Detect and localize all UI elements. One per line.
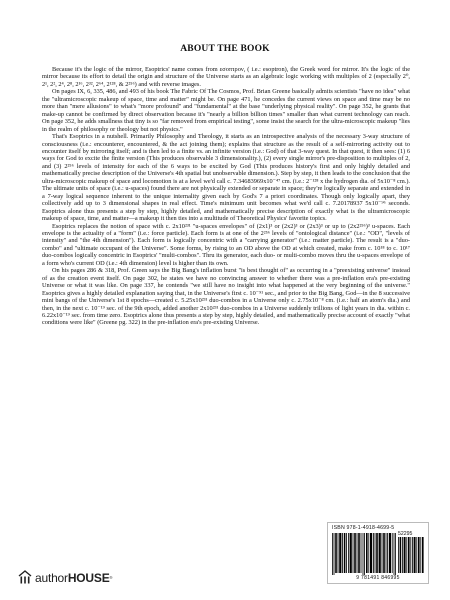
paragraph-1: Because it's the logic of the mirror, Esoptrics' name comes from εσοπτρον, ( i.e.: esoptron), the Greek word for mirror. It's the logic of the mirror because its effort to detail the origin and structure of the Universe starts as an algebraic logic working with multiples of 2 (especially 2⁰, 2¹, 2², 2⁴, 2⁸, 2¹⁶, 2³², 2⁶⁴, 2¹²⁸, & 2²⁵⁶) and with reverse images. xyxy=(42,66,410,88)
paragraph-2: On pages IX, 6, 335, 486, and 493 of his book The Fabric Of The Cosmos, Prof. Brian Greene basically admits scientists "have no idea" what the "ultramicroscopic makeup of space, time and matter" might be. On page 471, he concedes the current views on space and time may be no more than "mere allusions" to what's "more profound" and "fundamental" at the base "underlying physical reality". On page 352, he grants that make-up cannot be confirmed by direct observation because it's "nearly a billion billion times" smaller than what current technology can reach. On page 352, he adds smallness that tiny is so "far removed from empirical testing", some insist the search for the ultra-microscopic makeup "lies in the realm of philosophy or theology but not physics." xyxy=(42,88,410,133)
body-text xyxy=(42,66,410,327)
page-title: ABOUT THE BOOK xyxy=(180,44,270,54)
paragraph-5: On his pages 286 & 318, Prof. Green says the Big Bang's inflation burst "is best thought of" as occurring in a "preexisting universe" instead of as the creation event itself. On page 302, he states we have no convincing answer to whether there was a pre-inflation era's pre-existing Universe or what it was like. On page 337, he contends "we still have no insight into what happened at the very beginning of the universe." Esoptrics gives a highly detailed explanation saying that, in the Universe's first c. 10⁻⁹¹ sec., and prior to the Big Bang, God—in the 8 successive mini bangs of the Universe's 1st 8 epochs—created c. 5.25x10²³¹ duo-combos in a Universe only c. 2.75x10⁻⁸ cm. (i.e.: half an atom's dia.) and then, in the next c. 10⁻¹⁹ sec. of the 9th epoch, added another 2x10²³¹ duo-combos in a Universe suddenly trillions of light years in dia. within c. 6.22x10⁻¹⁹ sec. from time zero. Esoptrics alone thus presents a step by step, highly detailed, and mathematically precise account of exactly "what conditions were like" (Greene pg. 322) in the pre-inflation era's pre-existing Universe. xyxy=(42,267,410,327)
paragraph-3: That's Esoptrics in a nutshell. Primarily Philosophy and Theology, it starts as an introspective analysis of the necessary 3-way structure of consciousness (i.e.: encounterer, encountered, & the act joining them); explains that structure as the result of a self-mirroring activity out to encounter itself by mirroring itself; and is then led to a finite vs. an infinite version (i.e.: God) of that 3-way quest. In that quest, it then sees: (1) 6 ways for God to excite the finite version (This produces observable 3 dimensionality.), (2) every single mirror's pre-disposition to multiples of 2, and (3) 2²⁵⁶ levels of intensity for each of the 6 ways to be excited by God (This produces history's first and only highly detailed and mathematically precise description of the Universe's 4th spatial but unobservable dimension.). Step by step, it then leads to the conclusion that the ultra-microscopic makeup of space and locomotion is at a level we'd call c. 7.34683969x10⁻⁴⁷ cm. (i.e.: 2⁻¹²⁸ x the hydrogen dia. of 5x10⁻⁸ cm.). The ultimate units of space (i.e.: u-spaces) found there are not physically extended or separate in space; they're logically separate and extended in a 7-way logical sequence inherent to the unique internality given each by God's 7 a priori coordinates. Though only logically apart, they collectively add up to 3 dimensional shapes in real effect. Time's minimum unit becomes what we'd call c. 7.20178937 5x10⁻⁹⁶ seconds. Esoptrics alone thus presents a step by step, highly detailed, and mathematically precise description of exactly what is the ultramicroscopic makeup of space, time, and matter—a makeup it then ties into a multitude of Theoretical Physics' favorite topics. xyxy=(42,133,411,223)
price-code: 52295 xyxy=(398,531,413,537)
barcode xyxy=(327,522,429,584)
isbn-label: ISBN 978-1-4918-4699-5 xyxy=(332,525,395,531)
publisher-name-part2: HOUSE xyxy=(67,570,110,585)
paragraph-4: Esoptrics replaces the notion of space with c. 2x10²³¹ "u-spaces envelopes" of (2x1)³ or (2x2)³ or (2x3)³ or up to (2x2²⁵⁶)³ u-spaces. Each envelope is the actuality of a "form" (i.e.: force particle). Each form is at one of the 2²⁵⁶ levels of "ontological distance" (i.e.: "OD", "levels of intensity" and "the 4th dimension"). Each form is logically concentric with a "carrying generator" (i.e.: matter particle). The result is a "duo-combo" and "ultimate occupant of the Universe". Some forms, by rising to an OD above the OD at which created, make from c. 10¹⁸ to c. 10¹⁷ duo-combos logically concentric in Esoptrics' "multi-combos". Thru its generator, each duo- or multi-combo moves thru the u-spaces envelope of a form who's current OD (i.e.: 4th dimension) level is higher than its own. xyxy=(42,222,410,267)
barcode-price-bars xyxy=(398,537,424,573)
publisher-name-part1: author xyxy=(35,570,68,585)
barcode-number: 9 781491 846995 xyxy=(356,575,400,581)
house-logo-icon xyxy=(18,570,32,585)
registered-mark: ® xyxy=(109,575,113,580)
barcode-main-bars xyxy=(332,533,396,575)
publisher-logo xyxy=(18,570,112,585)
